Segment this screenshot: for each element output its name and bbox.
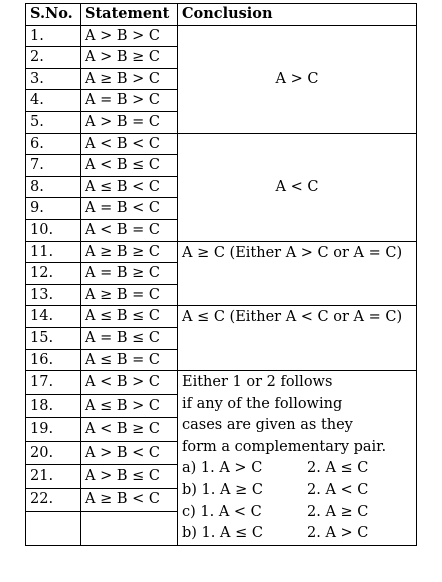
- statement-cell: A < B ≥ C: [81, 418, 178, 442]
- case-second: 2. A > C: [307, 525, 369, 542]
- sno-cell: 21.: [26, 465, 81, 489]
- header-sno: S.No.: [26, 4, 81, 26]
- table-row: [26, 241, 417, 263]
- statement-cell: A ≤ B < C: [81, 176, 178, 198]
- statement-cell: A > B ≥ C: [81, 47, 178, 69]
- empty-cell: [26, 512, 81, 546]
- case-pair: [182, 502, 412, 524]
- case-second: 2. A < C: [307, 482, 369, 499]
- case-second: 2. A ≤ C: [307, 460, 369, 477]
- case-pair: [182, 458, 412, 480]
- conclusion-cell: [178, 371, 417, 546]
- header-statement: Statement: [81, 4, 178, 26]
- case-first: b) 1. A ≥ C: [182, 482, 263, 499]
- sno-cell: 8.: [26, 176, 81, 198]
- statement-cell: A ≥ B > C: [81, 68, 178, 90]
- statement-cell: A ≥ B < C: [81, 488, 178, 512]
- statement-cell: A < B < C: [81, 133, 178, 155]
- case-first: a) 1. A > C: [182, 460, 263, 477]
- conclusion-table: [25, 3, 417, 546]
- empty-cell: [81, 512, 178, 546]
- header-row: [26, 4, 417, 26]
- sno-cell: 19.: [26, 418, 81, 442]
- conclusion-line: Either 1 or 2 follows: [182, 374, 333, 391]
- conclusion-cell: A > C: [178, 25, 417, 133]
- sno-cell: 10.: [26, 219, 81, 241]
- conclusion-cell: A < C: [178, 133, 417, 241]
- table-row: [26, 133, 417, 155]
- statement-cell: A = B > C: [81, 90, 178, 112]
- sno-cell: 12.: [26, 263, 81, 285]
- sno-cell: 6.: [26, 133, 81, 155]
- sno-cell: 3.: [26, 68, 81, 90]
- conclusion-cell: A ≥ C (Either A > C or A = C): [178, 241, 417, 306]
- conclusion-line: form a complementary pair.: [182, 438, 387, 455]
- sno-cell: 2.: [26, 47, 81, 69]
- case-pair: [182, 523, 412, 545]
- statement-cell: A = B ≤ C: [81, 327, 178, 349]
- case-first: c) 1. A < C: [182, 503, 262, 520]
- statement-cell: A ≥ B = C: [81, 284, 178, 306]
- case-second: 2. A ≥ C: [307, 503, 369, 520]
- statement-cell: A ≤ B > C: [81, 394, 178, 418]
- statement-cell: A = B ≥ C: [81, 263, 178, 285]
- conclusion-line: if any of the following: [182, 395, 343, 412]
- case-pair: [182, 480, 412, 502]
- sno-cell: 22.: [26, 488, 81, 512]
- sno-cell: 7.: [26, 155, 81, 177]
- conclusion-line: cases are given as they: [182, 417, 353, 434]
- header-conclusion: Conclusion: [178, 4, 417, 26]
- statement-cell: A = B < C: [81, 198, 178, 220]
- statement-cell: A ≤ B = C: [81, 349, 178, 371]
- statement-cell: A > B < C: [81, 441, 178, 465]
- table-row: [26, 25, 417, 47]
- statement-cell: A > B > C: [81, 25, 178, 47]
- sno-cell: 16.: [26, 349, 81, 371]
- table-row: [26, 371, 417, 395]
- sno-cell: 11.: [26, 241, 81, 263]
- sno-cell: 13.: [26, 284, 81, 306]
- sno-cell: 4.: [26, 90, 81, 112]
- case-first: b) 1. A ≤ C: [182, 525, 263, 542]
- conclusion-cell: A ≤ C (Either A < C or A = C): [178, 306, 417, 371]
- statement-cell: A ≤ B ≤ C: [81, 306, 178, 328]
- table-row: [26, 306, 417, 328]
- statement-cell: A > B ≤ C: [81, 465, 178, 489]
- statement-cell: A < B = C: [81, 219, 178, 241]
- statement-cell: A ≥ B ≥ C: [81, 241, 178, 263]
- statement-cell: A < B ≤ C: [81, 155, 178, 177]
- sno-cell: 1.: [26, 25, 81, 47]
- sno-cell: 5.: [26, 111, 81, 133]
- sno-cell: 15.: [26, 327, 81, 349]
- sno-cell: 9.: [26, 198, 81, 220]
- sno-cell: 18.: [26, 394, 81, 418]
- statement-cell: A > B = C: [81, 111, 178, 133]
- sno-cell: 14.: [26, 306, 81, 328]
- statement-cell: A < B > C: [81, 371, 178, 395]
- sno-cell: 20.: [26, 441, 81, 465]
- sno-cell: 17.: [26, 371, 81, 395]
